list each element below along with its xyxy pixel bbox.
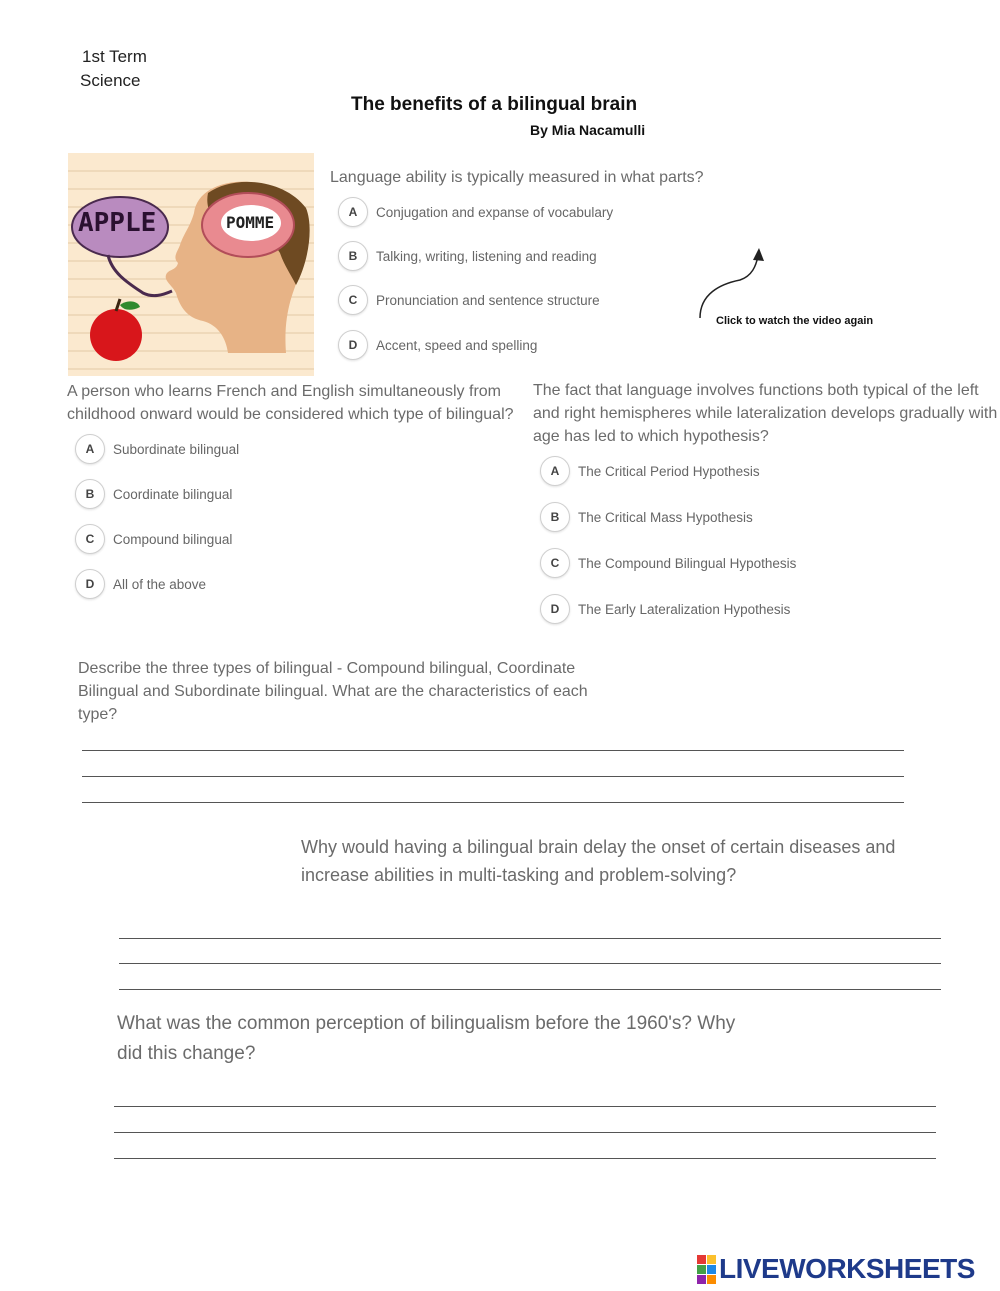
q2-option-c[interactable]: [75, 524, 232, 554]
option-circle: C: [540, 548, 570, 578]
option-text: The Critical Period Hypothesis: [578, 463, 760, 479]
q1-option-d[interactable]: [338, 330, 537, 360]
option-circle: D: [338, 330, 368, 360]
q5-answer-line-2[interactable]: [119, 963, 941, 964]
option-text: Talking, writing, listening and reading: [376, 248, 597, 264]
author-label: By Mia Nacamulli: [530, 122, 646, 138]
q2-option-a[interactable]: [75, 434, 239, 464]
option-text: Coordinate bilingual: [113, 486, 233, 502]
q3-option-b[interactable]: [540, 502, 753, 532]
bilingual-brain-illustration: [68, 153, 314, 376]
q5-line2: increase abilities in multi-tasking and problem-solving?: [301, 865, 737, 885]
logo-blocks-icon: [697, 1255, 716, 1284]
q1-option-c[interactable]: [338, 285, 600, 315]
logo-text: LIVEWORKSHEETS: [719, 1253, 975, 1284]
q3-option-c[interactable]: [540, 548, 796, 578]
subject-label: Science: [80, 71, 141, 90]
option-text: All of the above: [113, 576, 207, 592]
option-circle: D: [540, 594, 570, 624]
q6-answer-line-1[interactable]: [114, 1106, 936, 1107]
q1-question: Language ability is typically measured in what parts?: [330, 169, 704, 186]
option-text: Subordinate bilingual: [113, 441, 240, 457]
option-text: Conjugation and expanse of vocabulary: [376, 204, 614, 220]
q3-question-line1: The fact that language involves functions both typical of the left: [533, 382, 979, 399]
q1-option-a[interactable]: [338, 197, 613, 227]
q1-option-b[interactable]: [338, 241, 597, 271]
option-text: Pronunciation and sentence structure: [376, 292, 600, 308]
q6-answer-line-2[interactable]: [114, 1132, 936, 1133]
q6-line2: did this change?: [117, 1043, 256, 1064]
option-circle: C: [338, 285, 368, 315]
option-text: The Critical Mass Hypothesis: [578, 509, 753, 525]
q4-line2: Bilingual and Subordinate bilingual. What are the characteristics of each: [78, 683, 588, 700]
q5-answer-line-3[interactable]: [119, 989, 941, 990]
option-circle: A: [338, 197, 368, 227]
q6-line1: What was the common perception of bilingualism before the 1960's? Why: [117, 1013, 736, 1034]
watch-video-link[interactable]: Click to watch the video again: [716, 315, 874, 327]
option-circle: A: [75, 434, 105, 464]
q4-line1: Describe the three types of bilingual - Compound bilingual, Coordinate: [78, 660, 576, 677]
speech-word: APPLE: [78, 208, 157, 238]
q3-question-line2: and right hemispheres while lateralization develops gradually with: [533, 405, 998, 422]
option-circle: B: [338, 241, 368, 271]
option-text: The Compound Bilingual Hypothesis: [578, 555, 797, 571]
q6-answer-line-3[interactable]: [114, 1158, 936, 1159]
term-label: 1st Term: [82, 47, 147, 66]
q3-option-d[interactable]: [540, 594, 790, 624]
q4-answer-line-1[interactable]: [82, 750, 904, 751]
brain-word: POMME: [226, 213, 275, 232]
option-circle: B: [540, 502, 570, 532]
option-text: The Early Lateralization Hypothesis: [578, 601, 791, 617]
option-circle: C: [75, 524, 105, 554]
q5-line1: Why would having a bilingual brain delay the onset of certain diseases and: [301, 837, 896, 857]
option-circle: A: [540, 456, 570, 486]
q2-question-line1: A person who learns French and English simultaneously from: [67, 383, 501, 400]
option-circle: B: [75, 479, 105, 509]
page-title: The benefits of a bilingual brain: [351, 94, 638, 115]
q4-line3: type?: [78, 706, 118, 723]
q3-question-line3: age has led to which hypothesis?: [533, 428, 769, 445]
liveworksheets-logo: [697, 1253, 975, 1285]
q2-option-b[interactable]: [75, 479, 232, 509]
option-text: Accent, speed and spelling: [376, 337, 538, 353]
q4-answer-line-3[interactable]: [82, 802, 904, 803]
option-circle: D: [75, 569, 105, 599]
option-text: Compound bilingual: [113, 531, 233, 547]
q3-option-a[interactable]: [540, 456, 760, 486]
q4-answer-line-2[interactable]: [82, 776, 904, 777]
q2-option-d[interactable]: [75, 569, 206, 599]
q2-question-line2: childhood onward would be considered which type of bilingual?: [67, 406, 514, 423]
q5-answer-line-1[interactable]: [119, 938, 941, 939]
curved-arrow-icon: [692, 244, 772, 324]
